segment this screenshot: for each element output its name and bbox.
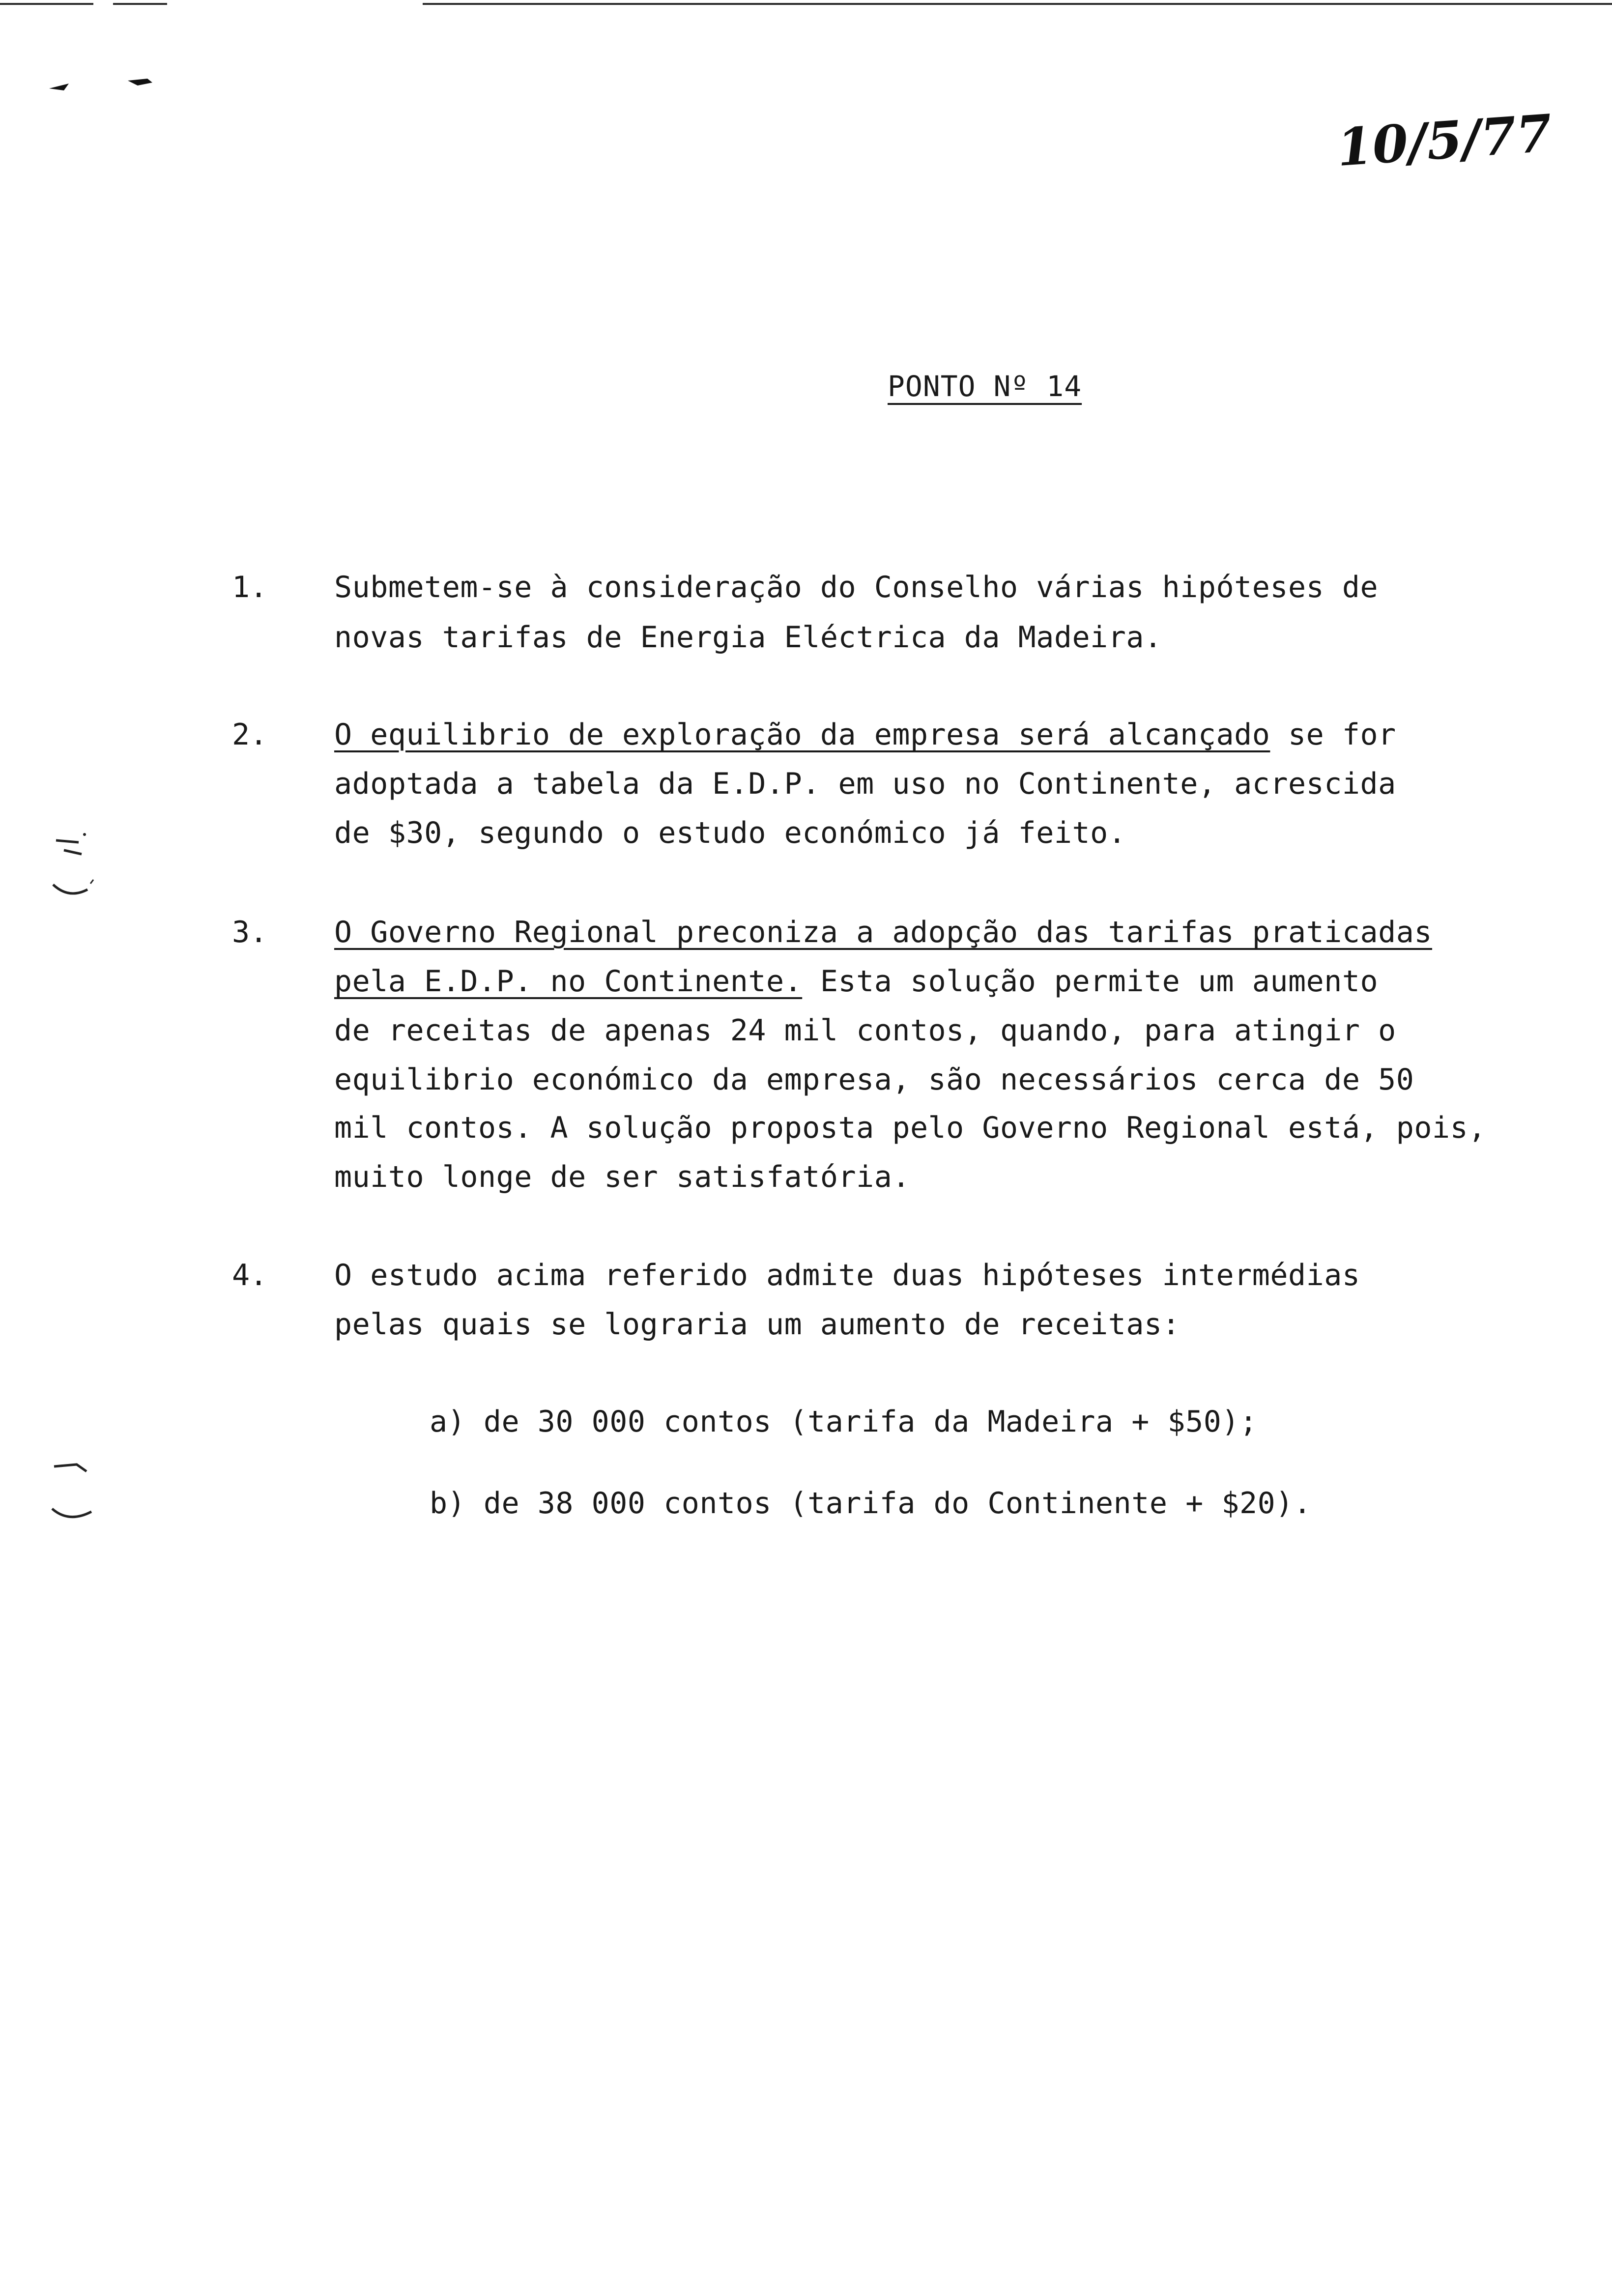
item-4-line-2: pelas quais se lograria um aumento de receitas: [334,1307,1180,1342]
item-3-number: 3. [232,915,268,949]
item-2-line-3: de $30, segundo o estudo económico já feito. [334,816,1126,850]
page-title: PONTO Nº 14 [888,370,1082,403]
item-4-subitem-b: b) de 38 000 contos (tarifa do Continente + $20). [430,1486,1312,1521]
item-3-line-4: equilibrio económico da empresa, são necessários cerca de 50 [334,1062,1414,1097]
item-3-line-5: mil contos. A solução proposta pelo Governo Regional está, pois, [334,1111,1486,1145]
item-3-line-3: de receitas de apenas 24 mil contos, quando, para atingir o [334,1013,1396,1048]
item-3-line-2-rest: Esta solução permite um aumento [802,964,1379,999]
item-2-number: 2. [232,718,268,752]
margin-bracket-icon [49,1455,103,1538]
item-1-number: 1. [232,570,268,604]
item-2-line-1 [334,718,1396,752]
item-4-line-1: O estudo acima referido admite duas hipóteses intermédias [334,1258,1360,1292]
item-3-underlined-phrase-1: O Governo Regional preconiza a adopção das tarifas praticadas [334,915,1433,949]
item-3-underlined-phrase-2: pela E.D.P. no Continente. [334,964,803,999]
handwritten-reference: 10/5/77 [1335,102,1554,178]
item-2-underlined-phrase: O equilibrio de exploração da empresa será alcançado [334,718,1270,752]
top-rule-left [0,3,93,5]
item-3-line-1 [334,915,1432,949]
item-4-subitem-a: a) de 30 000 contos (tarifa da Madeira + $50); [430,1405,1258,1439]
scan-mark-icon [49,74,157,103]
top-rule-left-2 [113,3,167,5]
item-4-number: 4. [232,1258,268,1292]
item-1-line-2: novas tarifas de Energia Eléctrica da Madeira. [334,620,1162,655]
item-2-line-2: adoptada a tabela da E.D.P. em uso no Continente, acrescida [334,767,1396,801]
item-2-line-1-rest: se for [1270,718,1396,752]
item-3-line-6: muito longe de ser satisfatória. [334,1160,910,1194]
item-3-line-2 [334,964,1378,999]
top-rule-right [423,3,1612,5]
item-1-line-1: Submetem-se à consideração do Conselho várias hipóteses de [334,570,1379,604]
margin-mark-icon [49,826,103,914]
